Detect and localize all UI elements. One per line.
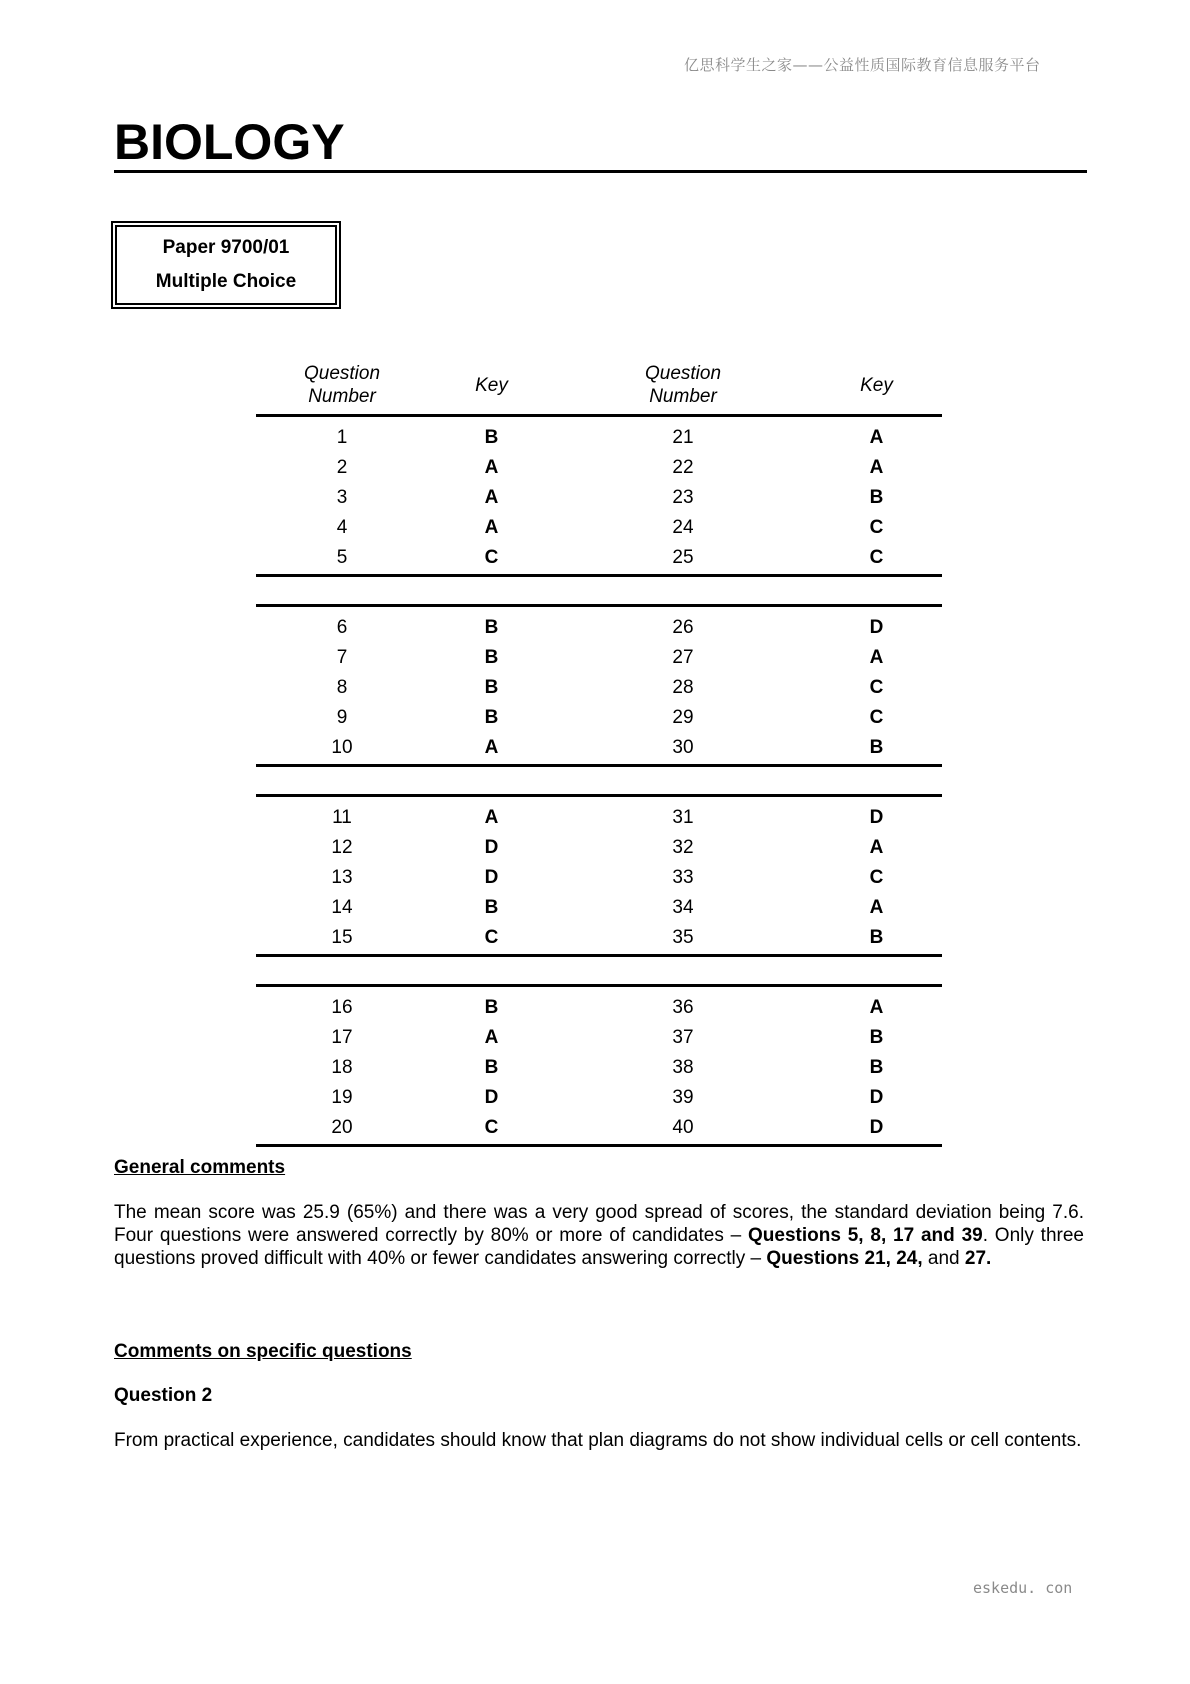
question-number-cell: 34 xyxy=(672,897,694,918)
question-number-cell: 1 xyxy=(336,427,348,448)
question-number-cell: 27 xyxy=(672,647,694,668)
key-cell: A xyxy=(869,457,884,478)
key-cell: A xyxy=(869,427,884,448)
key-cell: B xyxy=(484,997,499,1018)
question-number-cell: 25 xyxy=(672,547,694,568)
general-bold-3: 27. xyxy=(964,1248,992,1269)
key-cell: B xyxy=(484,897,499,918)
question-number-cell: 9 xyxy=(336,707,348,728)
table-row xyxy=(256,803,942,833)
key-cell: C xyxy=(869,677,884,698)
header-key-1: Key xyxy=(475,374,508,396)
key-cell: A xyxy=(869,647,884,668)
question-number-cell: 35 xyxy=(672,927,694,948)
header-key-2: Key xyxy=(860,374,893,396)
question-number-cell: 22 xyxy=(672,457,694,478)
header-question-number-2 xyxy=(555,362,811,408)
table-row xyxy=(256,673,942,703)
group-spacer xyxy=(256,767,942,794)
table-row xyxy=(256,863,942,893)
table-row xyxy=(256,1053,942,1083)
question-2-text: From practical experience, candidates should know that plan diagrams do not show individual cells or cell contents. xyxy=(114,1430,1082,1451)
key-cell: B xyxy=(484,677,499,698)
answer-key-group xyxy=(256,794,942,957)
table-row xyxy=(256,513,942,543)
table-row xyxy=(256,613,942,643)
key-cell: A xyxy=(484,517,499,538)
paper-info-box xyxy=(111,221,341,309)
question-number-cell: 19 xyxy=(331,1087,353,1108)
general-comments-paragraph xyxy=(114,1201,1084,1270)
key-cell: B xyxy=(484,647,499,668)
question-number-cell: 11 xyxy=(332,807,352,828)
specific-comments-heading: Comments on specific questions xyxy=(114,1341,412,1362)
question-number-cell: 26 xyxy=(672,617,694,638)
table-row xyxy=(256,1083,942,1113)
question-number-cell: 7 xyxy=(336,647,348,668)
general-text-2: . Only three questions proved difficult with 40% or fewer candidates answering correctly – xyxy=(114,1225,1084,1269)
question-number-cell: 10 xyxy=(331,737,353,758)
key-cell: B xyxy=(869,927,884,948)
question-number-cell: 8 xyxy=(336,677,348,698)
table-row xyxy=(256,543,942,573)
question-number-cell: 23 xyxy=(672,487,694,508)
title-rule xyxy=(114,170,1087,173)
key-cell: D xyxy=(869,1087,884,1108)
key-cell: C xyxy=(869,707,884,728)
key-cell: B xyxy=(484,617,499,638)
watermark-footer-text: eskedu. con xyxy=(973,1579,1073,1597)
question-number-cell: 33 xyxy=(672,867,694,888)
key-cell: D xyxy=(869,807,884,828)
header-question-label: Question xyxy=(303,363,381,384)
question-number-cell: 2 xyxy=(336,457,348,478)
question-number-cell: 20 xyxy=(331,1117,353,1138)
page-title: BIOLOGY xyxy=(114,114,345,170)
answer-key-table xyxy=(256,356,942,1147)
key-cell: A xyxy=(869,897,884,918)
key-cell: B xyxy=(484,427,499,448)
question-number-cell: 31 xyxy=(672,807,694,828)
question-number-cell: 6 xyxy=(336,617,348,638)
question-number-cell: 21 xyxy=(672,427,694,448)
key-cell: C xyxy=(869,517,884,538)
key-cell: A xyxy=(869,997,884,1018)
key-cell: C xyxy=(484,927,499,948)
key-cell: A xyxy=(484,457,499,478)
question-number-cell: 16 xyxy=(331,997,353,1018)
question-number-cell: 38 xyxy=(672,1057,694,1078)
key-cell: D xyxy=(484,1087,499,1108)
table-row xyxy=(256,1023,942,1053)
table-row xyxy=(256,993,942,1023)
key-cell: D xyxy=(869,617,884,638)
paper-number: Paper 9700/01 xyxy=(162,237,290,258)
group-spacer xyxy=(256,577,942,604)
key-cell: C xyxy=(869,867,884,888)
question-number-cell: 28 xyxy=(672,677,694,698)
answer-key-header xyxy=(256,356,942,417)
key-cell: B xyxy=(484,707,499,728)
key-cell: A xyxy=(869,837,884,858)
question-number-cell: 18 xyxy=(331,1057,353,1078)
question-number-cell: 30 xyxy=(672,737,694,758)
key-cell: A xyxy=(484,487,499,508)
question-number-cell: 40 xyxy=(672,1117,694,1138)
header-number-label: Number xyxy=(649,386,717,407)
table-row xyxy=(256,483,942,513)
key-cell: D xyxy=(869,1117,884,1138)
question-number-cell: 36 xyxy=(672,997,694,1018)
table-row xyxy=(256,703,942,733)
answer-key-group xyxy=(256,984,942,1147)
key-cell: B xyxy=(869,737,884,758)
table-row xyxy=(256,833,942,863)
key-cell: B xyxy=(869,1057,884,1078)
answer-key-group xyxy=(256,604,942,767)
specific-comments-section xyxy=(114,1341,1084,1452)
general-comments-section xyxy=(114,1157,1084,1270)
question-2-heading: Question 2 xyxy=(114,1385,213,1406)
header-number-label: Number xyxy=(308,386,376,407)
question-number-cell: 5 xyxy=(336,547,348,568)
table-row xyxy=(256,923,942,953)
key-cell: C xyxy=(869,547,884,568)
table-row xyxy=(256,1113,942,1143)
table-row xyxy=(256,893,942,923)
general-bold-1: Questions 5, 8, 17 and 39 xyxy=(748,1225,983,1246)
question-number-cell: 29 xyxy=(672,707,694,728)
question-number-cell: 24 xyxy=(672,517,694,538)
table-row xyxy=(256,423,942,453)
general-text-3: and xyxy=(922,1248,965,1269)
key-cell: C xyxy=(484,547,499,568)
key-cell: D xyxy=(484,867,499,888)
key-cell: C xyxy=(484,1117,499,1138)
table-row xyxy=(256,453,942,483)
watermark-header-text: 亿思科学生之家——公益性质国际教育信息服务平台 xyxy=(684,56,1041,74)
key-cell: B xyxy=(869,487,884,508)
general-bold-2: Questions 21, 24, xyxy=(766,1248,923,1269)
answer-key-body xyxy=(256,417,942,1147)
key-cell: A xyxy=(484,807,499,828)
key-cell: A xyxy=(484,1027,499,1048)
general-comments-heading: General comments xyxy=(114,1157,286,1178)
question-number-cell: 17 xyxy=(331,1027,353,1048)
question-number-cell: 12 xyxy=(331,837,353,858)
question-number-cell: 15 xyxy=(331,927,353,948)
question-number-cell: 39 xyxy=(672,1087,694,1108)
table-row xyxy=(256,643,942,673)
answer-key-group xyxy=(256,417,942,577)
question-number-cell: 13 xyxy=(331,867,353,888)
question-number-cell: 14 xyxy=(331,897,353,918)
table-row xyxy=(256,733,942,763)
key-cell: A xyxy=(484,737,499,758)
header-question-label: Question xyxy=(644,363,722,384)
group-spacer xyxy=(256,957,942,984)
key-cell: B xyxy=(484,1057,499,1078)
paper-type: Multiple Choice xyxy=(155,271,297,292)
general-text-1: The mean score was 25.9 (65%) and there was a very good spread of scores, the standard deviation being 7.6. Four questions were answered correctly by 80% or more of candidates – xyxy=(114,1202,1084,1246)
question-number-cell: 4 xyxy=(336,517,348,538)
key-cell: B xyxy=(869,1027,884,1048)
key-cell: D xyxy=(484,837,499,858)
header-question-number-1 xyxy=(256,362,428,408)
question-number-cell: 32 xyxy=(672,837,694,858)
question-number-cell: 3 xyxy=(336,487,348,508)
question-number-cell: 37 xyxy=(672,1027,694,1048)
